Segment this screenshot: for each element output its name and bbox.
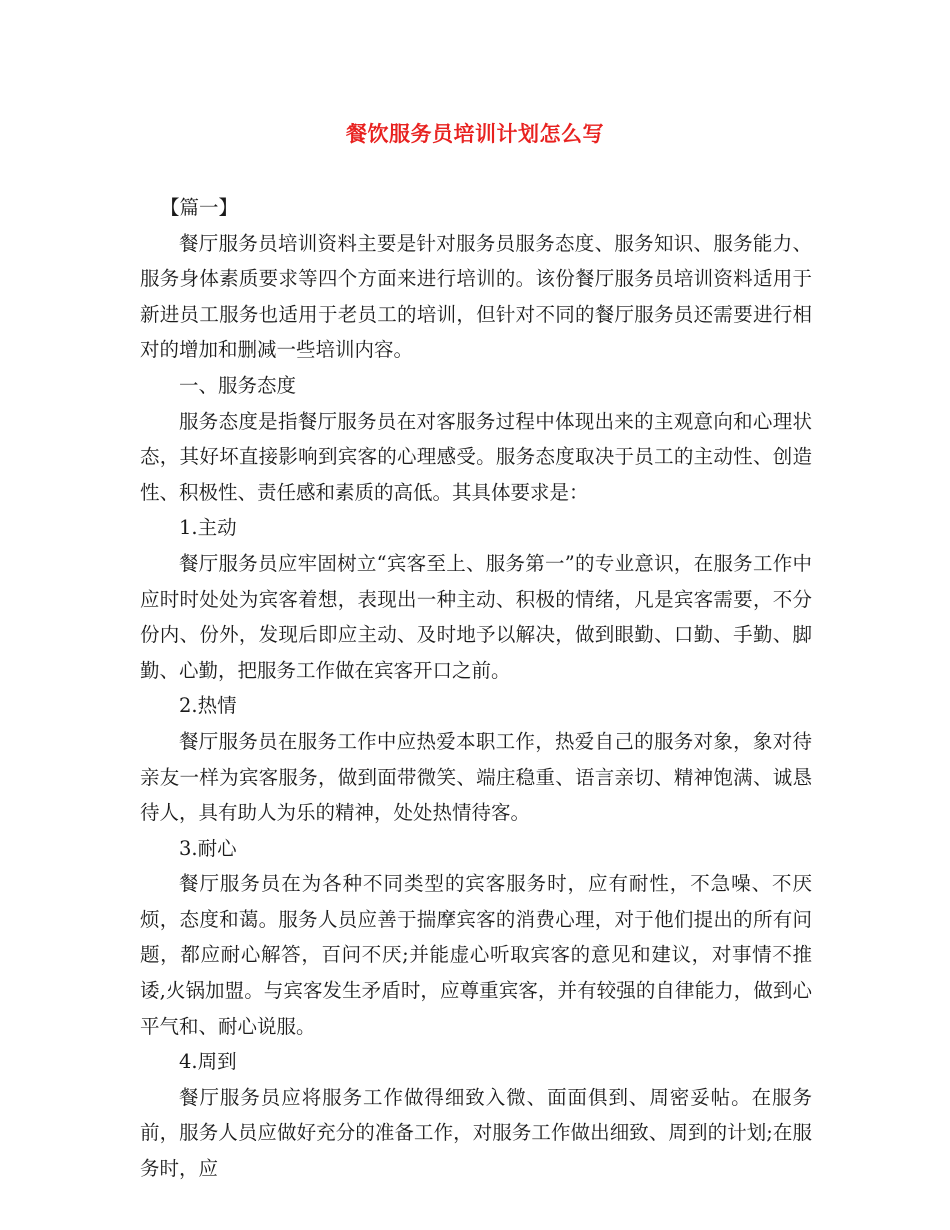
heading-service-attitude: 一、服务态度 (179, 373, 297, 397)
heading-patient: 3.耐心 (179, 836, 237, 860)
intro-paragraph: 餐厅服务员培训资料主要是针对服务员服务态度、服务知识、服务能力、服务身体素质要求等四个方面来进行培训的。该份餐厅服务员培训资料适用于新进员工服务也适用于老员工的培训，但针对不同的餐厅服务员还需要进行相对的增加和删减一些培训内容。 (140, 231, 812, 362)
heading-warm: 2.热情 (179, 694, 237, 718)
heading-thoughtful: 4.周到 (179, 1050, 237, 1074)
proactive-paragraph: 餐厅服务员应牢固树立“宾客至上、服务第一”的专业意识，在服务工作中应时时处处为宾客着想，表现出一种主动、积极的情绪，凡是宾客需要，不分份内、份外，发现后即应主动、及时地予以解决，做到眼勤、口勤、手勤、脚勤、心勤，把服务工作做在宾客开口之前。 (140, 551, 812, 682)
document-body (140, 190, 812, 1187)
document-title: 餐饮服务员培训计划怎么写 (346, 122, 604, 146)
thoughtful-paragraph: 餐厅服务员应将服务工作做得细致入微、面面俱到、周密妥帖。在服务前，服务人员应做好充分的准备工作，对服务工作做出细致、周到的计划;在服务时，应 (140, 1085, 812, 1181)
attitude-paragraph: 服务态度是指餐厅服务员在对客服务过程中体现出来的主观意向和心理状态，其好坏直接影响到宾客的心理感受。服务态度取决于员工的主动性、创造性、积极性、责任感和素质的高低。其具体要求是： (140, 409, 812, 504)
patient-paragraph: 餐厅服务员在为各种不同类型的宾客服务时，应有耐性，不急噪、不厌烦，态度和蔼。服务人员应善于揣摩宾客的消费心理，对于他们提出的所有问题，都应耐心解答，百问不厌;并能虚心听取宾客的意见和建议，对事情不推诿,火锅加盟。与宾客发生矛盾时，应尊重宾客，并有较强的自律能力，做到心平气和、耐心说服。 (140, 872, 812, 1038)
warm-paragraph: 餐厅服务员在服务工作中应热爱本职工作，热爱自己的服务对象，象对待亲友一样为宾客服务，做到面带微笑、端庄稳重、语言亲切、精神饱满、诚恳待人，具有助人为乐的精神，处处热情待客。 (140, 729, 812, 825)
section-label: 【篇一】 (160, 196, 239, 219)
heading-proactive: 1.主动 (179, 516, 237, 540)
